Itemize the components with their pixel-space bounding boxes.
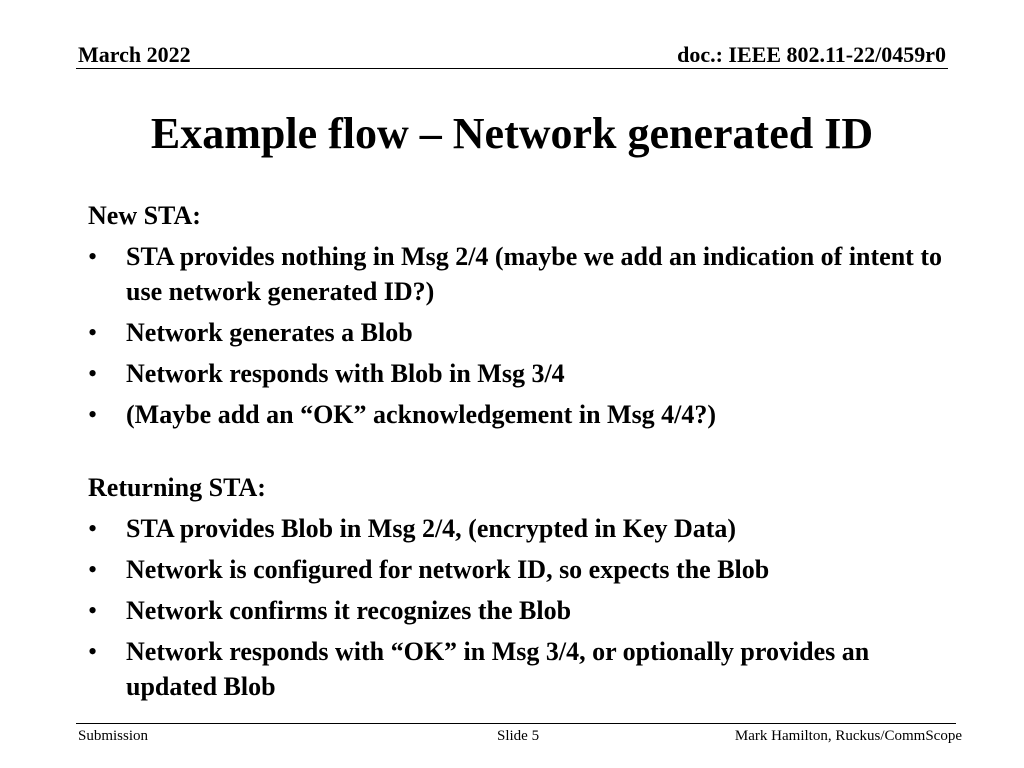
list-item [88,315,948,350]
bullet-list-new-sta [88,239,948,432]
bullet-icon: • [88,318,98,347]
list-item [88,511,948,546]
bullet-text: (Maybe add an “OK” acknowledgement in Msg 4/4?) [126,400,717,429]
bullet-icon: • [88,242,98,271]
bullet-text: Network is configured for network ID, so expects the Blob [126,555,770,584]
footer-slide-number: Slide 5 [497,728,540,744]
slide-body [88,198,948,710]
list-item [88,397,948,432]
list-item [88,239,948,309]
footer-author: Mark Hamilton, Ruckus/CommScope [734,728,962,744]
bullet-text: Network confirms it recognizes the Blob [126,596,572,625]
header-divider [76,68,948,69]
footer-divider [76,723,956,724]
section-heading-returning-sta: Returning STA: [88,473,266,502]
list-item [88,593,948,628]
bullet-icon: • [88,637,98,666]
bullet-icon: • [88,359,98,388]
bullet-text: Network responds with “OK” in Msg 3/4, or optionally provides an updated Blob [126,637,870,701]
list-item [88,552,948,587]
footer-submission: Submission [78,728,149,744]
bullet-icon: • [88,596,98,625]
bullet-icon: • [88,555,98,584]
bullet-icon: • [88,514,98,543]
header-date: March 2022 [78,42,191,67]
list-item [88,634,948,704]
bullet-text: Network generates a Blob [126,318,413,347]
section-heading-new-sta: New STA: [88,201,201,230]
list-item [88,356,948,391]
bullet-text: Network responds with Blob in Msg 3/4 [126,359,565,388]
bullet-text: STA provides nothing in Msg 2/4 (maybe we add an indication of intent to use network generated ID?) [126,242,942,306]
bullet-icon: • [88,400,98,429]
bullet-text: STA provides Blob in Msg 2/4, (encrypted in Key Data) [126,514,737,543]
slide-title: Example flow – Network generated ID [150,109,874,158]
bullet-list-returning-sta [88,511,948,704]
header-doc-id: doc.: IEEE 802.11-22/0459r0 [677,42,946,67]
